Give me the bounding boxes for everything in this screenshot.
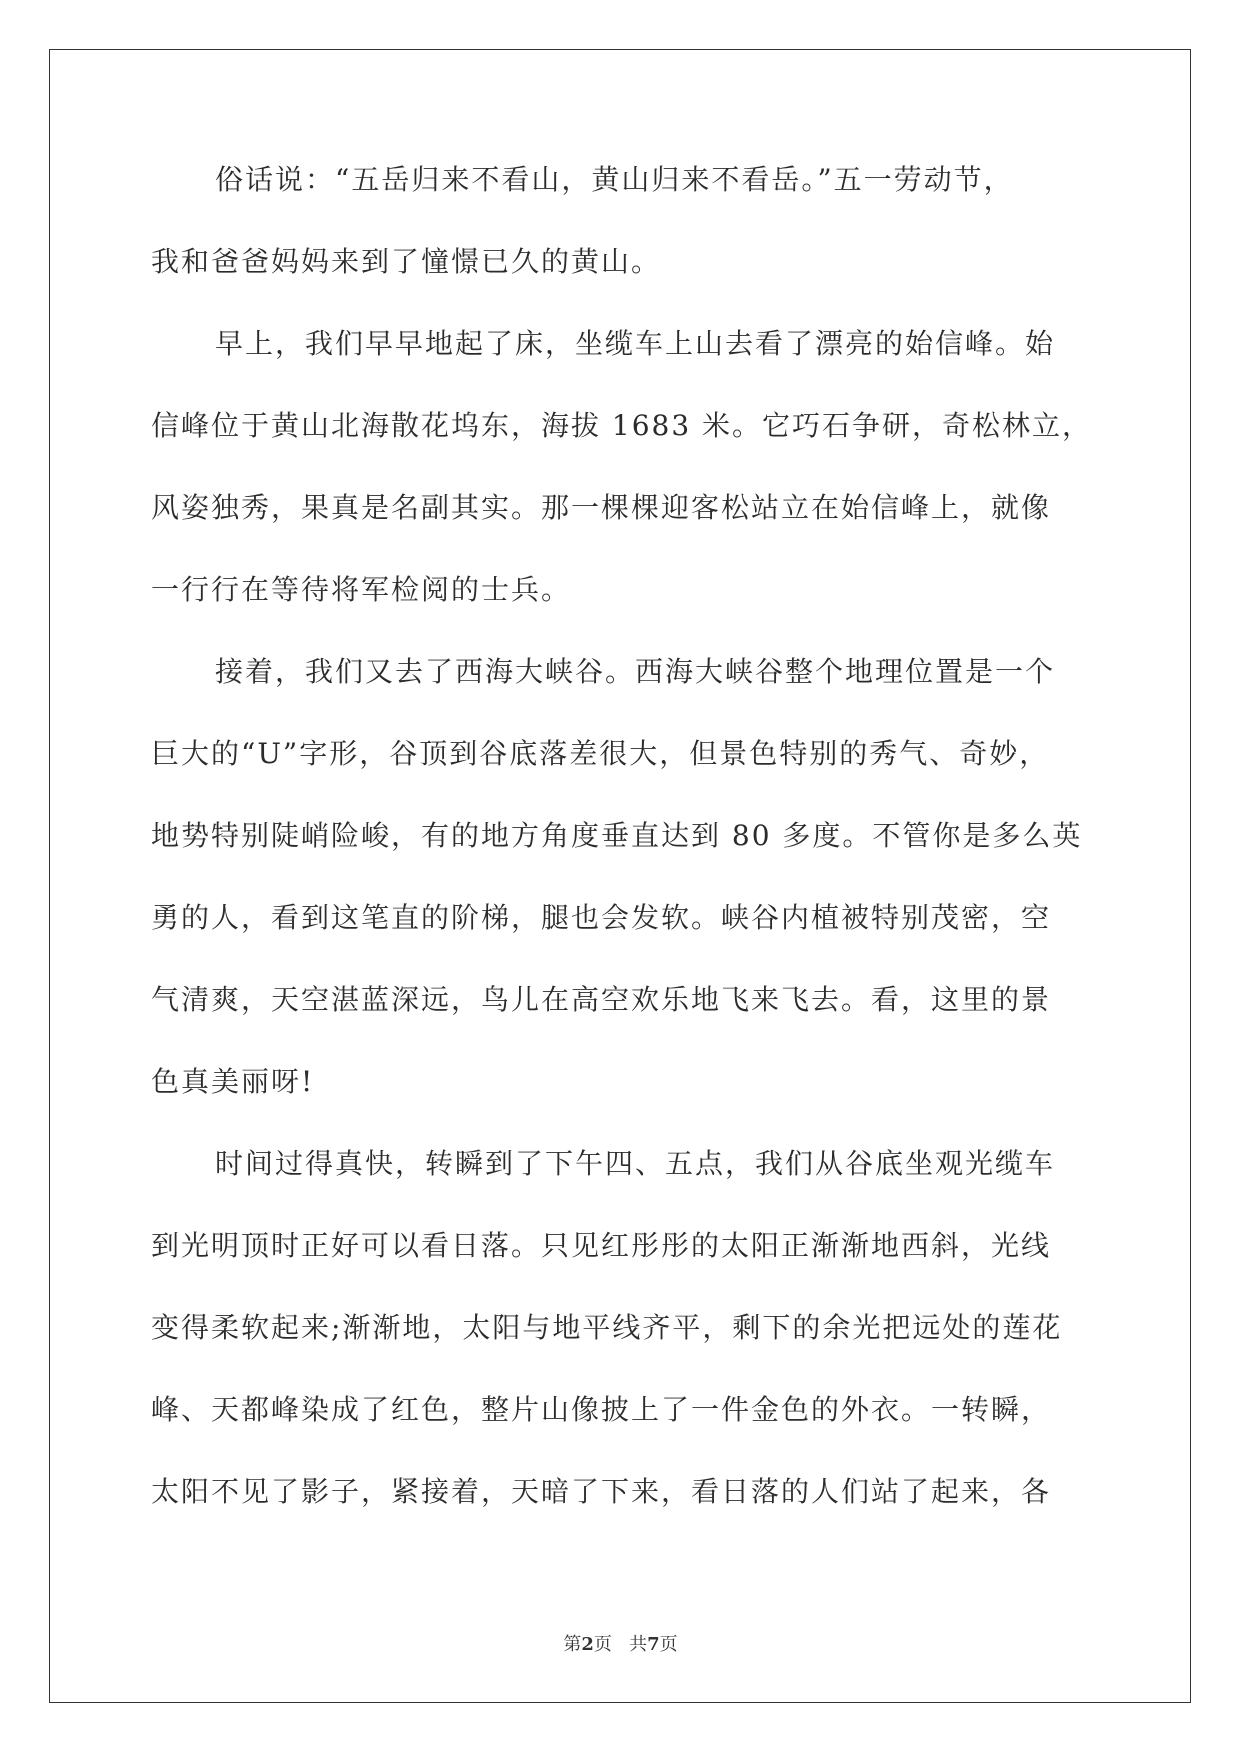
text-line: 接着，我们又去了西海大峡谷。西海大峡谷整个地理位置是一个 [215, 655, 1056, 688]
text-line: 我和爸爸妈妈来到了憧憬已久的黄山。 [151, 245, 662, 278]
text-line: 信峰位于黄山北海散花坞东，海拔 1683 米。它巧石争研，奇松林立， [151, 409, 1093, 442]
text-line: 风姿独秀，果真是名副其实。那一棵棵迎客松站立在始信峰上，就像 [151, 491, 1052, 524]
text-line: 勇的人，看到这笔直的阶梯，腿也会发软。峡谷内植被特别茂密，空 [151, 901, 1052, 934]
text-line: 时间过得真快，转瞬到了下午四、五点，我们从谷底坐观光缆车 [215, 1147, 1056, 1180]
footer-prefix: 第 [563, 1634, 582, 1655]
footer-suffix: 页 [659, 1634, 678, 1655]
text-line: 变得柔软起来;渐渐地，太阳与地平线齐平，剩下的余光把远处的莲花 [151, 1311, 1063, 1344]
page-number-footer [0, 1630, 1241, 1656]
current-page-number: 2 [581, 1634, 594, 1655]
text-line: 气清爽，天空湛蓝深远，鸟儿在高空欢乐地飞来飞去。看，这里的景 [151, 983, 1052, 1016]
text-line: 早上，我们早早地起了床，坐缆车上山去看了漂亮的始信峰。始 [215, 327, 1056, 360]
text-line: 到光明顶时正好可以看日落。只见红彤彤的太阳正渐渐地西斜，光线 [151, 1229, 1052, 1262]
text-line: 地势特别陡峭险峻，有的地方角度垂直达到 80 多度。不管你是多么英 [151, 819, 1083, 852]
text-line: 一行行在等待将军检阅的士兵。 [151, 573, 572, 606]
text-line: 色真美丽呀! [151, 1065, 315, 1098]
text-line: 俗话说：“五岳归来不看山，黄山归来不看岳。”五一劳动节， [215, 163, 1014, 196]
body-text [151, 165, 1091, 1559]
text-line: 太阳不见了影子，紧接着，天暗了下来，看日落的人们站了起来，各 [151, 1475, 1052, 1508]
total-page-count: 7 [647, 1634, 660, 1655]
footer-middle: 页 共 [593, 1634, 648, 1655]
text-line: 巨大的“U”字形，谷顶到谷底落差很大，但景色特别的秀气、奇妙， [151, 737, 1050, 770]
text-line: 峰、天都峰染成了红色，整片山像披上了一件金色的外衣。一转瞬， [151, 1393, 1052, 1426]
